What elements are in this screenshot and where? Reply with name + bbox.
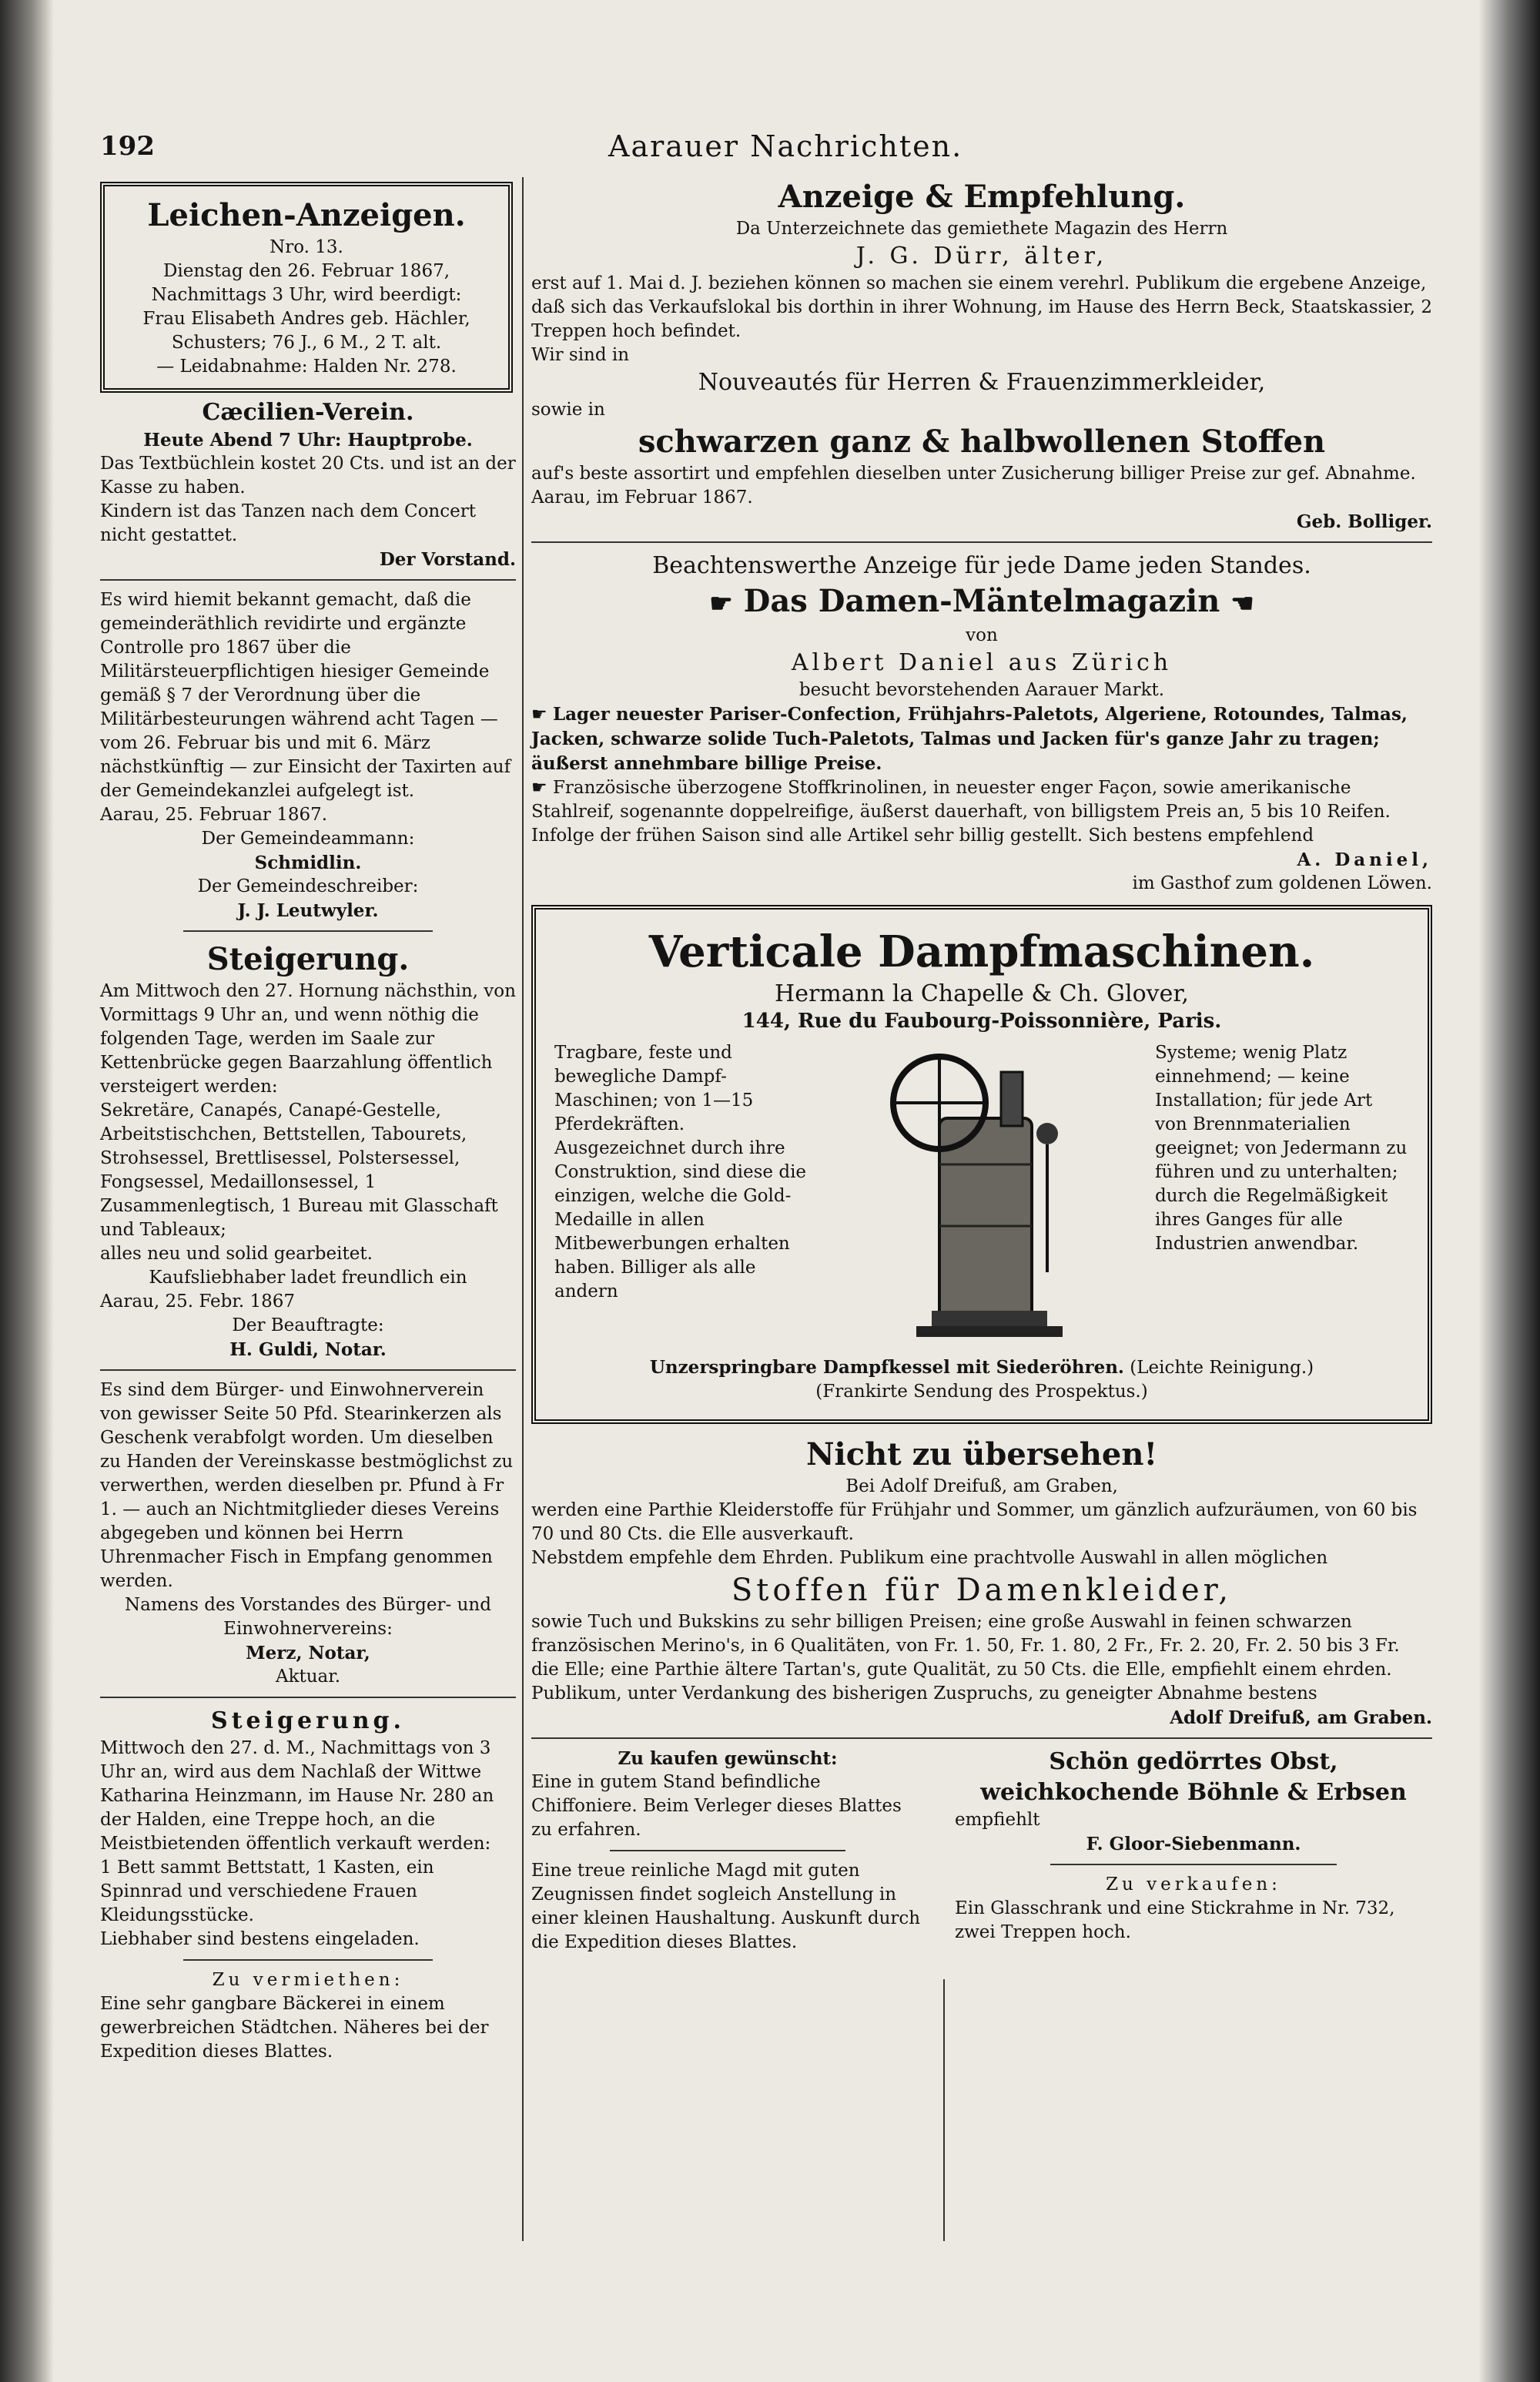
newspaper-page	[100, 116, 1432, 2272]
daniel-stoff: Französische überzogene Stoffkrinolinen, in neuester enger Façon, sowie amerikanische Stahlreif, sogenannte doppelreifige, äußerst dauerhaft, von billigstem Preis an, 5 bis 10 Reifen.	[531, 778, 1391, 822]
steigerung-name: H. Guldi, Notar.	[229, 1339, 387, 1360]
daniel-lager-row	[531, 702, 1432, 776]
dampf-bottom-note: (Leichte Reinigung.)	[1130, 1358, 1314, 1378]
stearin-role: Aktuar.	[275, 1667, 341, 1687]
duerr-sowie: sowie in	[531, 400, 605, 420]
duerr-date: Aarau, im Februar 1867.	[531, 487, 753, 508]
dampf-prospekt: (Frankirte Sendung des Prospektus.)	[815, 1382, 1148, 1402]
divider	[100, 1697, 516, 1698]
duerr-line1: Nouveautés für Herren & Frauenzimmerkleider,	[698, 369, 1266, 396]
divider	[183, 930, 433, 932]
divider	[183, 1959, 433, 1961]
militaer-role: Der Gemeindeschreiber:	[197, 876, 419, 896]
duerr-notice	[531, 177, 1432, 534]
dampf-address: 144, Rue du Faubourg-Poissonnière, Paris.	[742, 1010, 1222, 1033]
obituary-box	[100, 182, 513, 393]
steigerung-notice	[100, 940, 516, 1362]
daniel-signature: A. Daniel,	[1297, 849, 1432, 870]
steam-engine-illustration	[886, 1041, 1078, 1349]
daniel-place: im Gasthof zum goldenen Löwen.	[1132, 873, 1432, 893]
steigerung2-text: Mittwoch den 27. d. M., Nachmittags von 3 Uhr an, wird aus dem Nachlaß der Wittwe Katharina Heinzmann, im Hause Nr. 280 an der Halden, eine Treppe hoch, an die Meistbietenden öffentlich verkauft werden:	[100, 1738, 494, 1854]
caecilien-notice	[100, 397, 516, 571]
duerr-we-have: Wir sind in	[531, 345, 630, 365]
stearin-notice	[100, 1379, 516, 1689]
stearin-text: Es sind dem Bürger- und Einwohnerverein von gewisser Seite 50 Pfd. Stearinkerzen als Geschenk verabfolgt worden. Um dieselben zu Handen der Vereinskasse bestmöglichst zu verwerthen, werden dieselben pr. Pfund à Fr 1. — auch an Nichtmitglieder dieses Vereins abgegeben und können bei Herrn Uhrenmacher Fisch in Empfang genommen werden.	[100, 1380, 514, 1591]
dampfmaschinen-ad	[531, 905, 1432, 1424]
militaer-name: Schmidlin.	[254, 853, 362, 873]
steigerung-date: Aarau, 25. Febr. 1867	[100, 1292, 296, 1312]
obituary-line: Schusters; 76 J., 6 M., 2 T. alt.	[171, 333, 442, 353]
caecilien-line: Das Textbüchlein kostet 20 Cts. und ist an der Kasse zu haben.	[100, 454, 516, 498]
obituary-line: Frau Elisabeth Andres geb. Hächler,	[142, 309, 470, 329]
vermiethen-notice	[100, 1968, 516, 2064]
steigerung-note: alles neu und solid gearbeitet.	[100, 1244, 373, 1264]
vermiethen-text: Eine sehr gangbare Bäckerei in einem gewerbreichen Städtchen. Näheres bei der Expedition dieses Blattes.	[100, 1994, 489, 2062]
dreifuss-text2: Nebstdem empfehle dem Ehrden. Publikum eine prachtvolle Auswahl in allen möglichen	[531, 1548, 1328, 1568]
duerr-text2: auf's beste assortirt und empfehlen dieselben unter Zusicherung billiger Preise zur gef. Abnahme.	[531, 464, 1416, 484]
daniel-title-row	[531, 581, 1432, 624]
dampf-bottom-row	[554, 1355, 1409, 1380]
steigerung-role: Der Beauftragte:	[232, 1315, 384, 1335]
left-column	[100, 177, 516, 2069]
daniel-name: Albert Daniel aus Zürich	[791, 649, 1173, 676]
dampf-bottom: Unzerspringbare Dampfkessel mit Siederöhren.	[649, 1357, 1124, 1378]
dampf-firm: Hermann la Chapelle & Ch. Glover,	[775, 980, 1189, 1007]
dreifuss-signature: Adolf Dreifuß, am Graben.	[1170, 1707, 1432, 1728]
pointing-hand-right-icon: ☛	[709, 588, 733, 619]
steigerung2-title: Steigerung.	[211, 1707, 405, 1734]
dampf-body	[554, 1041, 1409, 1349]
pointing-hand-left-icon: ☚	[1230, 588, 1254, 619]
caecilien-line: Heute Abend 7 Uhr: Hauptprobe.	[143, 430, 473, 451]
daniel-visit: besucht bevorstehenden Aarauer Markt.	[798, 680, 1165, 700]
duerr-signature: Geb. Bolliger.	[1296, 511, 1432, 532]
kaufen-magd: Eine treue reinliche Magd mit guten Zeugnissen findet sogleich Anstellung in einer kleinen Haushaltung. Auskunft durch die Expedition dieses Blattes.	[531, 1861, 921, 1952]
pointing-hand-icon: ☛	[531, 778, 553, 798]
dampf-right-text: Systeme; wenig Platz einnehmend; — keine Installation; für jede Art von Brennmaterialien geeignet; von Jedermann zu führen und zu unterhalten; durch die Regelmäßigkeit ihres Ganges für alle Industrien anwendbar.	[1155, 1043, 1408, 1254]
divider	[1050, 1864, 1337, 1865]
dreifuss-text: werden eine Parthie Kleiderstoffe für Frühjahr und Sommer, um gänzlich aufzuräumen, von 60 bis 70 und 80 Cts. die Elle ausverkauft.	[531, 1500, 1418, 1544]
divider	[100, 579, 516, 581]
kaufen-title: Zu kaufen gewünscht:	[618, 1748, 838, 1769]
obituary-line: Nachmittags 3 Uhr, wird beerdigt:	[151, 285, 462, 305]
obst-title: Schön gedörrtes Obst, weichkochende Böhnle & Erbsen	[980, 1748, 1407, 1806]
caecilien-line: Kindern ist das Tanzen nach dem Concert nicht gestattet.	[100, 501, 476, 545]
obst-text: Ein Glasschrank und eine Stickrahme in Nr. 732, zwei Treppen hoch.	[955, 1898, 1395, 1942]
obst-notice	[955, 1747, 1432, 1955]
militaer-notice	[100, 588, 516, 923]
steigerung-text: Am Mittwoch den 27. Hornung nächsthin, von Vormittags 9 Uhr an, und wenn nöthig die folgenden Tage, werden im Saale zur Kettenbrücke gegen Baarzahlung öffentlich versteigert werden:	[100, 981, 516, 1097]
obst-verkaufen: Zu verkaufen:	[1106, 1874, 1281, 1895]
daniel-heading: Beachtenswerthe Anzeige für jede Dame jeden Standes.	[652, 552, 1311, 579]
steigerung-title: Steigerung.	[206, 941, 410, 977]
daniel-title: Das Damen-Mäntelmagazin	[743, 583, 1220, 619]
dampf-left-text: Tragbare, feste und bewegliche Dampf-Maschinen; von 1—15 Pferdekräften. Ausgezeichnet durch ihre Construktion, sind diese die einzigen, welche die Gold-Medaille in allen Mitbewerbungen erhalten haben. Billiger als alle andern	[554, 1043, 807, 1302]
column-rule	[522, 177, 524, 2241]
steigerung2-items: 1 Bett sammt Bettstatt, 1 Kasten, ein Spinnrad und verschiedene Frauen Kleidungsstücke.	[100, 1858, 434, 1925]
duerr-name: J. G. Dürr, älter,	[855, 243, 1108, 270]
steam-engine-icon	[886, 1041, 1078, 1349]
duerr-text: erst auf 1. Mai d. J. beziehen können so machen sie einem verehrl. Publikum die ergebene Anzeige, daß sich das Verkaufslokal bis dorthin in ihrer Wohnung, im Hause des Herrn Beck, Staatskassier, 2 Treppen hoch befindet.	[531, 273, 1432, 341]
caecilien-signature: Der Vorstand.	[379, 549, 516, 570]
stearin-name: Merz, Notar,	[246, 1643, 370, 1663]
divider	[100, 1369, 516, 1371]
pointing-hand-icon: ☛	[531, 705, 553, 725]
divider	[531, 1737, 1432, 1739]
dreifuss-text3: sowie Tuch und Bukskins zu sehr billigen Preisen; eine große Auswahl in feinen schwarzen französischen Merino's, in 6 Qualitäten, von Fr. 1. 50, Fr. 1. 80, 2 Fr., Fr. 2. 20, Fr. 2. 50 bis 3 Fr. die Elle; eine Parthie ältere Tartan's, gute Qualität, zu 50 Cts. die Elle, empfiehlt einem ehrden. Publikum, unter Verdankung des bisherigen Zuspruchs, zu geneigter Abnahme bestens	[531, 1612, 1400, 1704]
daniel-stoff-row	[531, 776, 1432, 824]
militaer-text: Es wird hiemit bekannt gemacht, daß die gemeinderäthlich revidirte und ergänzte Controlle pro 1867 über die Militärsteuerpflichtigen hiesiger Gemeinde gemäß § 7 der Verordnung über die Militärbesteurungen während acht Tagen — vom 26. Februar bis und mit 6. März nächstkünftig — zur Einsicht der Taxirten auf der Gemeindekanzlei aufgelegt ist.	[100, 590, 511, 801]
stearin-closing: Namens des Vorstandes des Bürger- und Einwohnervereins:	[125, 1595, 491, 1639]
obituary-line: — Leidabnahme: Halden Nr. 278.	[156, 357, 457, 377]
vermiethen-title: Zu vermiethen:	[212, 1970, 404, 1990]
right-column	[531, 177, 1432, 1955]
militaer-name: J. J. Leutwyler.	[237, 900, 379, 921]
duerr-line2: schwarzen ganz & halbwollenen Stoffen	[638, 424, 1326, 460]
duerr-intro: Da Unterzeichnete das gemiethete Magazin des Herrn	[735, 219, 1228, 239]
daniel-infolge: Infolge der frühen Saison sind alle Artikel sehr billig gestellt. Sich bestens empfehlend	[531, 826, 1314, 846]
dreifuss-title: Nicht zu übersehen!	[805, 1436, 1158, 1472]
page-number: 192	[100, 131, 155, 162]
dreifuss-intro: Bei Adolf Dreifuß, am Graben,	[845, 1476, 1118, 1496]
obst-empfiehlt: empfiehlt	[955, 1810, 1040, 1830]
steigerung2-invite: Liebhaber sind bestens eingeladen.	[100, 1929, 420, 1949]
scan-left-edge	[0, 0, 54, 2382]
newspaper-title: Aarauer Nachrichten.	[608, 129, 963, 163]
obst-name: F. Gloor-Siebenmann.	[1086, 1834, 1301, 1854]
duerr-title: Anzeige & Empfehlung.	[778, 179, 1186, 215]
daniel-notice	[531, 551, 1432, 896]
militaer-role: Der Gemeindeammann:	[201, 829, 415, 849]
steigerung-items: Sekretäre, Canapés, Canapé-Gestelle, Arbeitstischchen, Bettstellen, Tabourets, Strohsessel, Brettlisessel, Polstersessel, Fongsessel, Medaillonsessel, 1 Zusammenlegtisch, 1 Bureau mit Glasschaft und Tableaux;	[100, 1101, 498, 1240]
obituary-title: Leichen-Anzeigen.	[147, 197, 466, 233]
kaufen-notice	[531, 1747, 924, 1955]
scan-right-edge	[1478, 0, 1540, 2382]
steigerung2-notice	[100, 1706, 516, 1951]
column-rule-lower	[943, 1979, 945, 2241]
obituary-number: Nro. 13.	[270, 237, 343, 257]
obituary-line: Dienstag den 26. Februar 1867,	[162, 261, 450, 281]
dampf-title: Verticale Dampfmaschinen.	[648, 926, 1315, 977]
divider	[531, 541, 1432, 543]
dreifuss-notice	[531, 1435, 1432, 1730]
steigerung-invite: Kaufsliebhaber ladet freundlich ein	[149, 1268, 467, 1288]
dreifuss-big: Stoffen für Damenkleider,	[731, 1573, 1233, 1608]
militaer-date: Aarau, 25. Februar 1867.	[100, 805, 328, 825]
daniel-von: von	[966, 625, 998, 645]
divider	[610, 1850, 845, 1851]
kaufen-text: Eine in gutem Stand befindliche Chiffoniere. Beim Verleger dieses Blattes zu erfahren.	[531, 1772, 902, 1840]
caecilien-title: Cæcilien-Verein.	[202, 399, 414, 426]
daniel-lager: Lager neuester Pariser-Confection, Frühjahrs-Paletots, Algeriene, Rotoundes, Talmas, Jacken, schwarze solide Tuch-Paletots, Talmas und Jacken für's ganze Jahr zu tragen; äußerst annehmbare billige Preise.	[531, 704, 1408, 774]
bottom-row	[531, 1747, 1432, 1955]
